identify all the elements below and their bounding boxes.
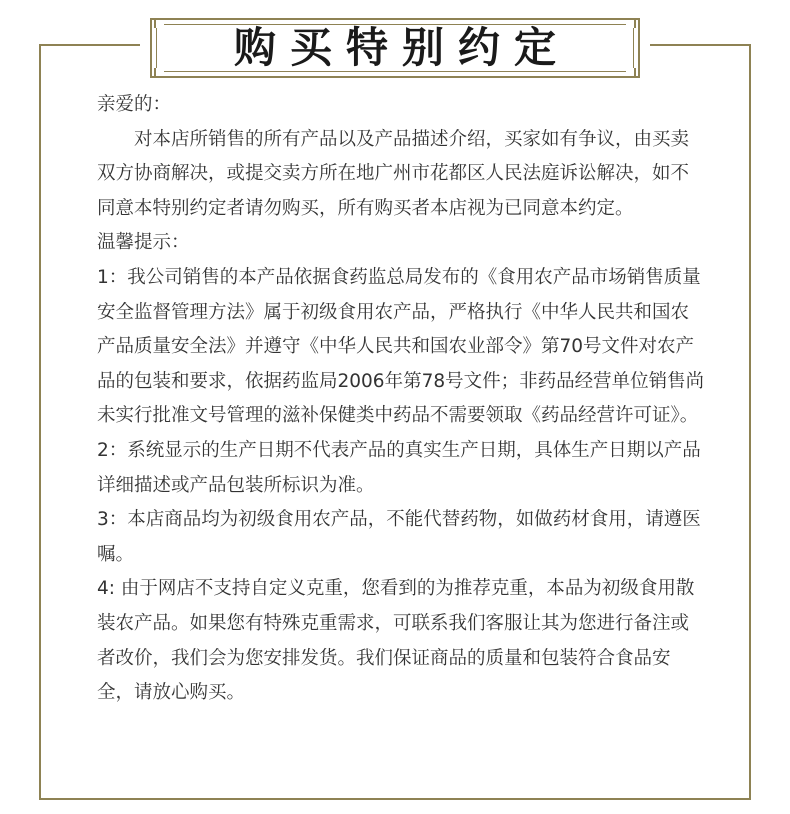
- corner-ornament-bottom-right: [626, 68, 636, 78]
- corner-ornament-bottom-left: [154, 68, 164, 78]
- greeting: 亲爱的：: [97, 94, 172, 115]
- intro-paragraph: 对本店所销售的所有产品以及产品描述介绍，买家如有争议，由买卖双方协商解决，或提交卖方所在地广州市花都区人民法庭诉讼解决，如不同意本特别约定者请勿购买，所有购买者本店视为已同意本约定。: [97, 128, 690, 219]
- tip-item-2: 2：系统显示的生产日期不代表产品的真实生产日期，具体生产日期以产品详细描述或产品包装所标识为准。: [97, 439, 701, 496]
- tips-heading: 温馨提示：: [97, 232, 190, 254]
- title-banner: [140, 12, 650, 84]
- page-title: 购买特别约定: [233, 23, 570, 72]
- corner-ornament-top-right: [626, 18, 636, 28]
- corner-ornament-top-left: [154, 18, 164, 28]
- tip-item-3: 3：本店商品均为初级食用农产品，不能代替药物，如做药材食用，请遵医嘱。: [97, 509, 701, 565]
- tip-item-4: 4: 由于网店不支持自定义克重，您看到的为推荐克重，本品为初级食用散装农产品。如果您有特殊克重需求，可联系我们客服让其为您进行备注或者改价，我们会为您安排发货。我们保证商品的质量和包装符合食品安全，请放心购买。: [97, 578, 695, 704]
- tip-item-1: 1：我公司销售的本产品依据食药监总局发布的《食用农产品市场销售质量安全监督管理方法》属于初级食用农产品，严格执行《中华人民共和国农产品质量安全法》并遵守《中华人民共和国农业部令》第70号文件对农产品的包装和要求，依据药监局2006年第78号文件；非药品经营单位销售尚未实行批准文号管理的滋补保健类中药品不需要领取《药品经营许可证》。: [97, 266, 705, 427]
- title-box: [150, 18, 640, 78]
- agreement-content: [97, 88, 707, 711]
